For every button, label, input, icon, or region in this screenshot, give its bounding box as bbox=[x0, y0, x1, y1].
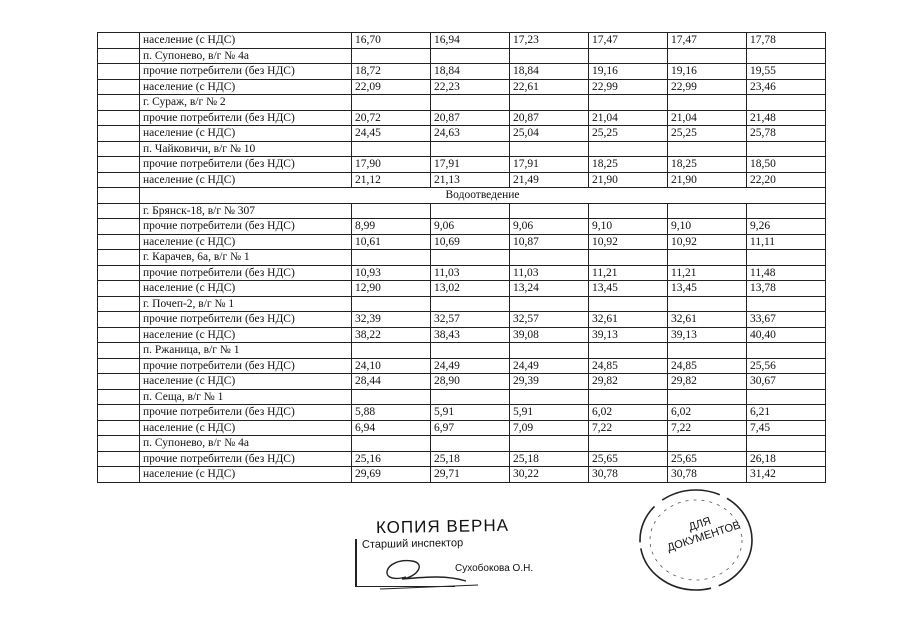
tariff-value: 32,57 bbox=[510, 312, 589, 328]
tariff-value bbox=[352, 203, 431, 219]
consumer-label: прочие потребители (без НДС) bbox=[140, 265, 352, 281]
tariff-value: 32,57 bbox=[431, 312, 510, 328]
tariff-value: 9,26 bbox=[747, 219, 826, 235]
place-name: п. Ржаница, в/г № 1 bbox=[140, 343, 352, 359]
tariff-value bbox=[589, 95, 668, 111]
tariff-value: 10,93 bbox=[352, 265, 431, 281]
tariff-value: 32,39 bbox=[352, 312, 431, 328]
place-name: г. Карачев, 6а, в/г № 1 bbox=[140, 250, 352, 266]
consumer-label: население (с НДС) bbox=[140, 172, 352, 188]
consumer-label: прочие потребители (без НДС) bbox=[140, 157, 352, 173]
tariff-value bbox=[747, 296, 826, 312]
index-cell bbox=[98, 110, 140, 126]
tariff-value: 20,72 bbox=[352, 110, 431, 126]
tariff-value: 13,78 bbox=[747, 281, 826, 297]
tariff-value bbox=[589, 250, 668, 266]
tariff-value: 25,04 bbox=[510, 126, 589, 142]
tariff-value: 24,45 bbox=[352, 126, 431, 142]
tariff-value: 21,04 bbox=[589, 110, 668, 126]
tariff-value: 6,97 bbox=[431, 420, 510, 436]
tariff-value: 21,12 bbox=[352, 172, 431, 188]
tariff-value: 18,50 bbox=[747, 157, 826, 173]
tariff-value: 26,18 bbox=[747, 451, 826, 467]
consumer-label: прочие потребители (без НДС) bbox=[140, 451, 352, 467]
index-cell bbox=[98, 420, 140, 436]
tariff-value: 11,48 bbox=[747, 265, 826, 281]
tariff-value bbox=[589, 296, 668, 312]
tariff-value: 38,22 bbox=[352, 327, 431, 343]
tariff-value bbox=[668, 389, 747, 405]
round-seal bbox=[632, 484, 758, 594]
tariff-value bbox=[431, 95, 510, 111]
tariff-value bbox=[510, 436, 589, 452]
tariff-value: 22,09 bbox=[352, 79, 431, 95]
tariff-value: 21,90 bbox=[668, 172, 747, 188]
tariff-value: 40,40 bbox=[747, 327, 826, 343]
tariff-value: 18,25 bbox=[589, 157, 668, 173]
tariff-value: 5,88 bbox=[352, 405, 431, 421]
tariff-value: 17,47 bbox=[668, 33, 747, 49]
table-row bbox=[98, 467, 826, 483]
place-name: г. Брянск-18, в/г № 307 bbox=[140, 203, 352, 219]
index-cell bbox=[98, 64, 140, 80]
index-cell bbox=[98, 358, 140, 374]
tariff-value: 17,90 bbox=[352, 157, 431, 173]
table-row bbox=[98, 265, 826, 281]
tariff-value: 21,04 bbox=[668, 110, 747, 126]
consumer-label: прочие потребители (без НДС) bbox=[140, 64, 352, 80]
tariff-value: 39,13 bbox=[668, 327, 747, 343]
index-cell bbox=[98, 219, 140, 235]
table-row bbox=[98, 219, 826, 235]
tariff-value bbox=[352, 296, 431, 312]
tariff-value: 24,49 bbox=[510, 358, 589, 374]
consumer-label: прочие потребители (без НДС) bbox=[140, 219, 352, 235]
place-row bbox=[98, 436, 826, 452]
tariff-value: 24,85 bbox=[589, 358, 668, 374]
tariff-value: 18,84 bbox=[431, 64, 510, 80]
tariff-value: 17,91 bbox=[431, 157, 510, 173]
index-cell bbox=[98, 265, 140, 281]
table-row bbox=[98, 281, 826, 297]
tariff-value: 7,22 bbox=[668, 420, 747, 436]
tariff-value: 19,16 bbox=[589, 64, 668, 80]
table-row bbox=[98, 126, 826, 142]
tariff-value: 17,47 bbox=[589, 33, 668, 49]
place-row bbox=[98, 250, 826, 266]
table-row bbox=[98, 79, 826, 95]
index-cell bbox=[98, 157, 140, 173]
tariff-value: 25,56 bbox=[747, 358, 826, 374]
tariff-value bbox=[510, 343, 589, 359]
tariff-value bbox=[510, 250, 589, 266]
tariff-value: 18,72 bbox=[352, 64, 431, 80]
tariff-value: 11,03 bbox=[510, 265, 589, 281]
table-row bbox=[98, 451, 826, 467]
place-row bbox=[98, 48, 826, 64]
tariff-value: 33,67 bbox=[747, 312, 826, 328]
tariff-value: 11,03 bbox=[431, 265, 510, 281]
tariff-value bbox=[431, 250, 510, 266]
tariff-value: 25,16 bbox=[352, 451, 431, 467]
index-cell bbox=[98, 467, 140, 483]
copy-certified-stamp bbox=[352, 517, 592, 592]
place-name: п. Супонево, в/г № 4а bbox=[140, 48, 352, 64]
tariff-value bbox=[510, 48, 589, 64]
tariff-value: 7,22 bbox=[589, 420, 668, 436]
stamp-name: Сухобокова О.Н. bbox=[455, 563, 534, 574]
table-row bbox=[98, 358, 826, 374]
consumer-label: прочие потребители (без НДС) bbox=[140, 110, 352, 126]
place-name: п. Сеща, в/г № 1 bbox=[140, 389, 352, 405]
tariff-value: 13,24 bbox=[510, 281, 589, 297]
tariff-value: 29,71 bbox=[431, 467, 510, 483]
table-row bbox=[98, 110, 826, 126]
tariff-value: 21,49 bbox=[510, 172, 589, 188]
tariff-value: 25,78 bbox=[747, 126, 826, 142]
tariff-value bbox=[747, 343, 826, 359]
tariff-value: 8,99 bbox=[352, 219, 431, 235]
tariff-value: 18,25 bbox=[668, 157, 747, 173]
tariff-table bbox=[97, 32, 826, 483]
tariff-value: 21,48 bbox=[747, 110, 826, 126]
tariff-value: 20,87 bbox=[510, 110, 589, 126]
tariff-value bbox=[431, 389, 510, 405]
tariff-value: 29,82 bbox=[589, 374, 668, 390]
tariff-value: 16,70 bbox=[352, 33, 431, 49]
tariff-value bbox=[352, 141, 431, 157]
tariff-value bbox=[352, 436, 431, 452]
consumer-label: прочие потребители (без НДС) bbox=[140, 405, 352, 421]
tariff-value bbox=[747, 250, 826, 266]
table-row bbox=[98, 172, 826, 188]
tariff-value: 7,45 bbox=[747, 420, 826, 436]
tariff-value: 24,10 bbox=[352, 358, 431, 374]
tariff-value bbox=[747, 389, 826, 405]
tariff-value: 11,21 bbox=[668, 265, 747, 281]
tariff-value bbox=[510, 389, 589, 405]
index-cell bbox=[98, 343, 140, 359]
tariff-value bbox=[747, 436, 826, 452]
tariff-value: 10,92 bbox=[589, 234, 668, 250]
tariff-value bbox=[589, 141, 668, 157]
place-row bbox=[98, 95, 826, 111]
tariff-value: 20,87 bbox=[431, 110, 510, 126]
place-row bbox=[98, 389, 826, 405]
section-title: Водоотведение bbox=[140, 188, 826, 204]
table-row bbox=[98, 234, 826, 250]
tariff-value bbox=[589, 343, 668, 359]
index-cell bbox=[98, 141, 140, 157]
index-cell bbox=[98, 296, 140, 312]
tariff-value: 25,18 bbox=[510, 451, 589, 467]
tariff-value bbox=[431, 436, 510, 452]
index-cell bbox=[98, 281, 140, 297]
tariff-value: 30,78 bbox=[668, 467, 747, 483]
tariff-value: 25,65 bbox=[589, 451, 668, 467]
tariff-value bbox=[431, 48, 510, 64]
tariff-value bbox=[352, 95, 431, 111]
tariff-value: 32,61 bbox=[668, 312, 747, 328]
tariff-value: 10,69 bbox=[431, 234, 510, 250]
index-cell bbox=[98, 126, 140, 142]
tariff-value: 18,84 bbox=[510, 64, 589, 80]
table-row bbox=[98, 64, 826, 80]
tariff-value: 9,10 bbox=[668, 219, 747, 235]
index-cell bbox=[98, 436, 140, 452]
seal-text: ДЛЯ ДОКУМЕНТОВ bbox=[665, 515, 742, 555]
consumer-label: население (с НДС) bbox=[140, 79, 352, 95]
tariff-value: 11,11 bbox=[747, 234, 826, 250]
tariff-table-body bbox=[98, 33, 826, 483]
tariff-value bbox=[589, 389, 668, 405]
tariff-value bbox=[668, 250, 747, 266]
tariff-value: 24,85 bbox=[668, 358, 747, 374]
tariff-value: 16,94 bbox=[431, 33, 510, 49]
tariff-value: 39,08 bbox=[510, 327, 589, 343]
table-row bbox=[98, 157, 826, 173]
tariff-value bbox=[352, 250, 431, 266]
tariff-value bbox=[668, 203, 747, 219]
tariff-value: 23,46 bbox=[747, 79, 826, 95]
tariff-value: 25,18 bbox=[431, 451, 510, 467]
tariff-value: 22,61 bbox=[510, 79, 589, 95]
tariff-value: 24,49 bbox=[431, 358, 510, 374]
tariff-value: 24,63 bbox=[431, 126, 510, 142]
tariff-value: 10,87 bbox=[510, 234, 589, 250]
table-row bbox=[98, 420, 826, 436]
tariff-value bbox=[510, 203, 589, 219]
tariff-value: 10,92 bbox=[668, 234, 747, 250]
place-name: г. Сураж, в/г № 2 bbox=[140, 95, 352, 111]
tariff-value: 17,78 bbox=[747, 33, 826, 49]
place-name: г. Почеп-2, в/г № 1 bbox=[140, 296, 352, 312]
tariff-value: 30,78 bbox=[589, 467, 668, 483]
tariff-value: 11,21 bbox=[589, 265, 668, 281]
tariff-value: 10,61 bbox=[352, 234, 431, 250]
stamp-frame-left bbox=[355, 539, 357, 587]
tariff-value bbox=[668, 141, 747, 157]
index-cell bbox=[98, 172, 140, 188]
tariff-value: 13,02 bbox=[431, 281, 510, 297]
tariff-value bbox=[431, 203, 510, 219]
index-cell bbox=[98, 405, 140, 421]
tariff-value bbox=[668, 95, 747, 111]
consumer-label: прочие потребители (без НДС) bbox=[140, 358, 352, 374]
tariff-value: 5,91 bbox=[431, 405, 510, 421]
tariff-value: 28,44 bbox=[352, 374, 431, 390]
tariff-value: 29,82 bbox=[668, 374, 747, 390]
tariff-value: 39,13 bbox=[589, 327, 668, 343]
tariff-value bbox=[431, 296, 510, 312]
table-row bbox=[98, 312, 826, 328]
tariff-value bbox=[589, 48, 668, 64]
consumer-label: население (с НДС) bbox=[140, 33, 352, 49]
tariff-value bbox=[589, 436, 668, 452]
tariff-value: 5,91 bbox=[510, 405, 589, 421]
tariff-value bbox=[747, 141, 826, 157]
place-row bbox=[98, 296, 826, 312]
tariff-value: 22,99 bbox=[589, 79, 668, 95]
section-row bbox=[98, 188, 826, 204]
index-cell bbox=[98, 188, 140, 204]
tariff-value: 13,45 bbox=[668, 281, 747, 297]
tariff-value: 13,45 bbox=[589, 281, 668, 297]
consumer-label: население (с НДС) bbox=[140, 327, 352, 343]
place-row bbox=[98, 141, 826, 157]
tariff-value: 25,65 bbox=[668, 451, 747, 467]
tariff-value: 19,55 bbox=[747, 64, 826, 80]
consumer-label: прочие потребители (без НДС) bbox=[140, 312, 352, 328]
index-cell bbox=[98, 203, 140, 219]
consumer-label: население (с НДС) bbox=[140, 374, 352, 390]
tariff-value: 9,10 bbox=[589, 219, 668, 235]
tariff-value: 32,61 bbox=[589, 312, 668, 328]
tariff-value: 6,02 bbox=[589, 405, 668, 421]
index-cell bbox=[98, 451, 140, 467]
tariff-value: 7,09 bbox=[510, 420, 589, 436]
tariff-value bbox=[668, 296, 747, 312]
tariff-value: 30,22 bbox=[510, 467, 589, 483]
place-name: п. Супонево, в/г № 4а bbox=[140, 436, 352, 452]
consumer-label: население (с НДС) bbox=[140, 420, 352, 436]
index-cell bbox=[98, 48, 140, 64]
tariff-value: 38,43 bbox=[431, 327, 510, 343]
tariff-value: 21,13 bbox=[431, 172, 510, 188]
tariff-value: 22,99 bbox=[668, 79, 747, 95]
tariff-value: 30,67 bbox=[747, 374, 826, 390]
tariff-value bbox=[747, 203, 826, 219]
tariff-value bbox=[510, 95, 589, 111]
index-cell bbox=[98, 312, 140, 328]
tariff-value: 19,16 bbox=[668, 64, 747, 80]
tariff-value: 29,39 bbox=[510, 374, 589, 390]
tariff-value: 22,23 bbox=[431, 79, 510, 95]
index-cell bbox=[98, 389, 140, 405]
tariff-value: 17,23 bbox=[510, 33, 589, 49]
consumer-label: население (с НДС) bbox=[140, 281, 352, 297]
place-row bbox=[98, 203, 826, 219]
tariff-value: 25,25 bbox=[668, 126, 747, 142]
table-row bbox=[98, 405, 826, 421]
tariff-value bbox=[747, 95, 826, 111]
tariff-value bbox=[352, 343, 431, 359]
consumer-label: население (с НДС) bbox=[140, 467, 352, 483]
index-cell bbox=[98, 327, 140, 343]
index-cell bbox=[98, 234, 140, 250]
index-cell bbox=[98, 95, 140, 111]
tariff-value bbox=[431, 343, 510, 359]
tariff-value: 6,02 bbox=[668, 405, 747, 421]
tariff-value: 6,21 bbox=[747, 405, 826, 421]
place-row bbox=[98, 343, 826, 359]
tariff-value bbox=[510, 296, 589, 312]
index-cell bbox=[98, 33, 140, 49]
table-row bbox=[98, 374, 826, 390]
tariff-value: 22,20 bbox=[747, 172, 826, 188]
consumer-label: население (с НДС) bbox=[140, 126, 352, 142]
table-row bbox=[98, 33, 826, 49]
tariff-value bbox=[352, 48, 431, 64]
tariff-value: 28,90 bbox=[431, 374, 510, 390]
tariff-value: 6,94 bbox=[352, 420, 431, 436]
tariff-value: 31,42 bbox=[747, 467, 826, 483]
consumer-label: население (с НДС) bbox=[140, 234, 352, 250]
tariff-value: 25,25 bbox=[589, 126, 668, 142]
tariff-value: 9,06 bbox=[431, 219, 510, 235]
tariff-value bbox=[589, 203, 668, 219]
place-name: п. Чайковичи, в/г № 10 bbox=[140, 141, 352, 157]
index-cell bbox=[98, 374, 140, 390]
tariff-value bbox=[668, 48, 747, 64]
tariff-value: 17,91 bbox=[510, 157, 589, 173]
tariff-value bbox=[510, 141, 589, 157]
tariff-value bbox=[668, 343, 747, 359]
tariff-value: 9,06 bbox=[510, 219, 589, 235]
table-row bbox=[98, 327, 826, 343]
tariff-value: 12,90 bbox=[352, 281, 431, 297]
tariff-value bbox=[668, 436, 747, 452]
tariff-value: 29,69 bbox=[352, 467, 431, 483]
stamp-title: КОПИЯ ВЕРНА bbox=[375, 515, 510, 538]
tariff-value bbox=[352, 389, 431, 405]
index-cell bbox=[98, 250, 140, 266]
tariff-value: 21,90 bbox=[589, 172, 668, 188]
tariff-value bbox=[747, 48, 826, 64]
index-cell bbox=[98, 79, 140, 95]
stamp-position: Старший инспектор bbox=[361, 537, 464, 551]
tariff-value bbox=[431, 141, 510, 157]
